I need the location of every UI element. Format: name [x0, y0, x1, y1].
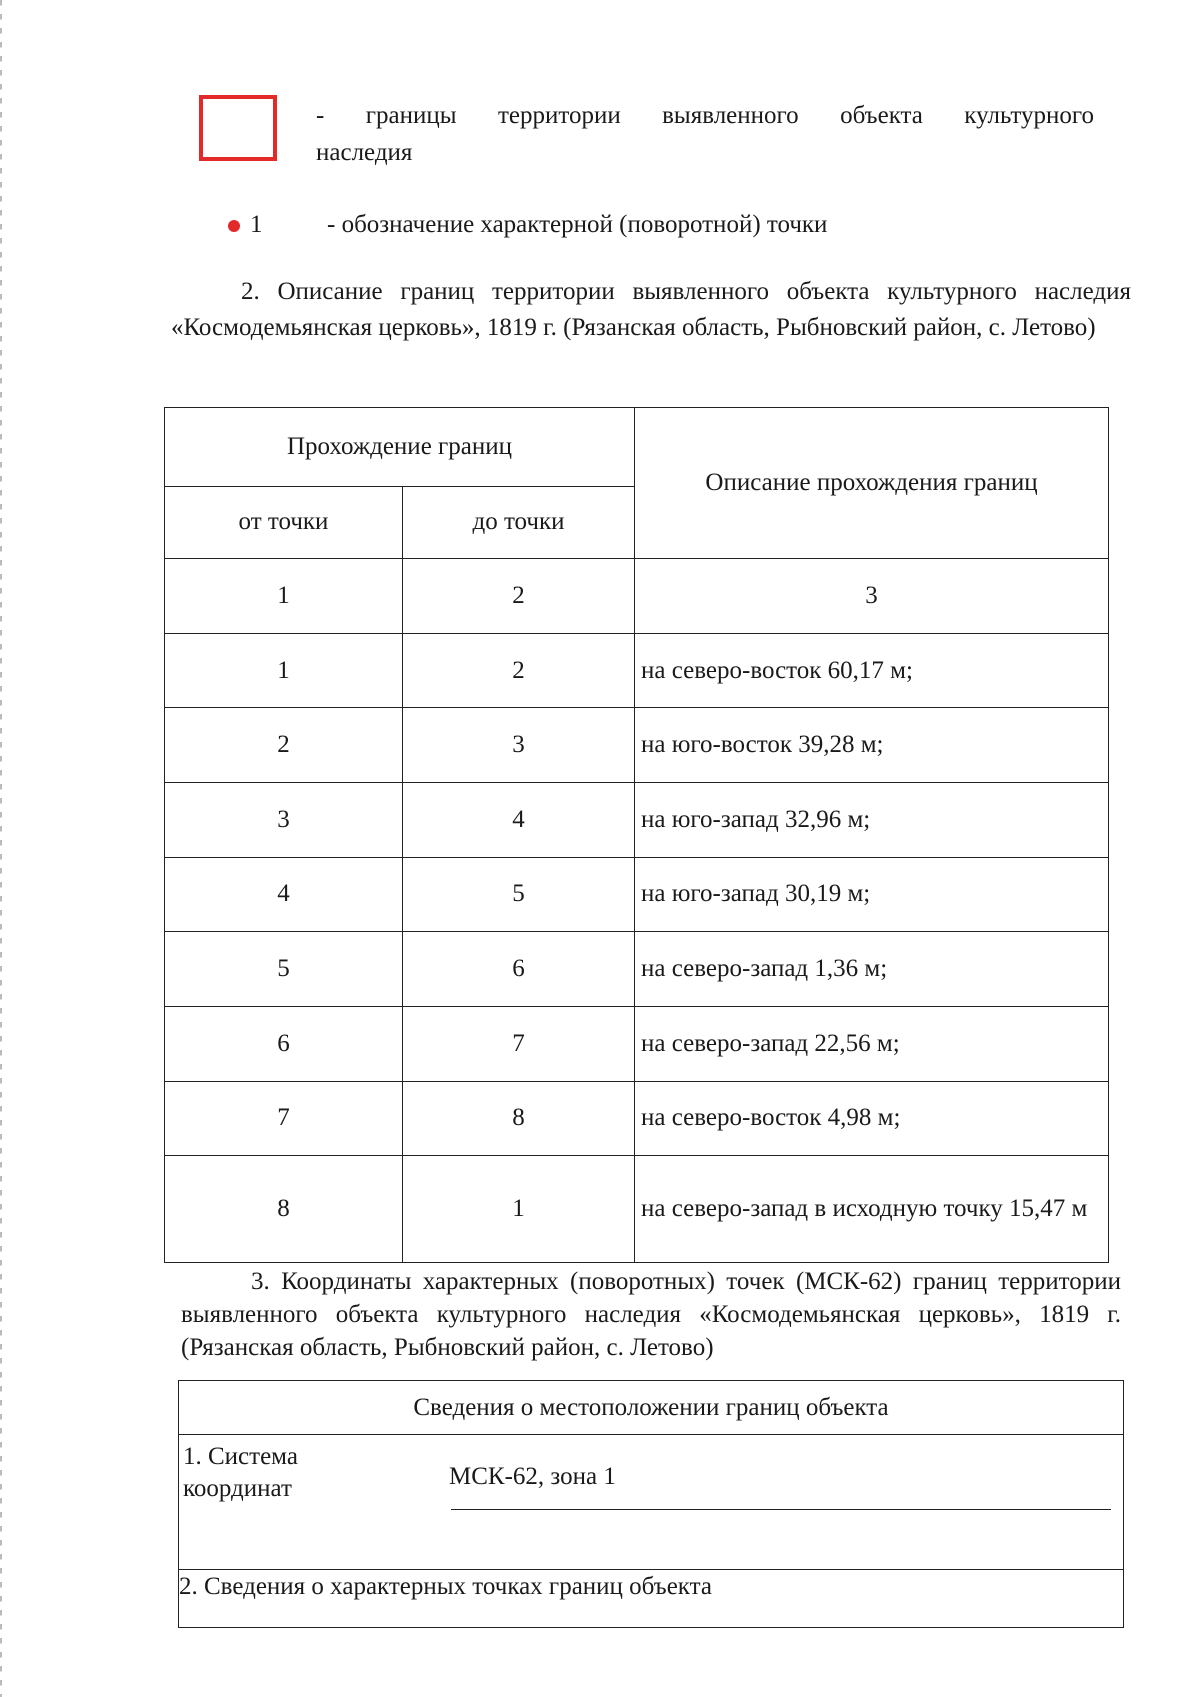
header-to-point: до точки [403, 486, 635, 559]
table-row [165, 1006, 1109, 1081]
coordinates-table-title: Сведения о местоположении границ объекта [179, 1381, 1124, 1435]
coordinate-system-cell [179, 1435, 1124, 1570]
description-cell: на юго-запад 30,19 м; [635, 857, 1109, 932]
table-row [165, 783, 1109, 858]
coordinate-system-label: 1. Система координат [183, 1443, 298, 1503]
to-point-cell: 4 [403, 783, 635, 858]
column-number: 3 [635, 559, 1109, 634]
to-point-cell: 3 [403, 708, 635, 783]
description-cell: на северо-восток 4,98 м; [635, 1081, 1109, 1156]
table-row [165, 1156, 1109, 1263]
description-cell: на юго-запад 32,96 м; [635, 783, 1109, 858]
table-row [165, 1081, 1109, 1156]
description-cell: на северо-запад 22,56 м; [635, 1006, 1109, 1081]
coordinate-system-value: МСК-62, зона 1 [449, 1463, 616, 1491]
from-point-cell: 8 [165, 1156, 403, 1263]
description-cell: на северо-запад 1,36 м; [635, 932, 1109, 1007]
section-2-heading: 2. Описание границ территории выявленного объекта культурного наследия «Космодемьянская церковь», 1819 г. (Рязанская область, Рыбновский район, с. Летово) [171, 278, 1131, 341]
to-point-cell: 6 [403, 932, 635, 1007]
description-cell: на северо-восток 60,17 м; [635, 633, 1109, 708]
header-boundary-passage: Прохождение границ [165, 408, 635, 487]
to-point-cell: 7 [403, 1006, 635, 1081]
from-point-cell: 4 [165, 857, 403, 932]
point-legend-text: - обозначение характерной (поворотной) точки [327, 211, 828, 238]
point-legend-number: 1 [250, 211, 263, 238]
coordinates-table [178, 1380, 1124, 1628]
description-cell: на северо-запад в исходную точку 15,47 м [635, 1156, 1109, 1263]
characteristic-points-label: 2. Сведения о характерных точках границ объекта [179, 1569, 1124, 1627]
underline-divider [451, 1509, 1111, 1510]
header-from-point: от точки [165, 486, 403, 559]
from-point-cell: 7 [165, 1081, 403, 1156]
boundary-legend-text: - границы территории выявленного объекта культурного [316, 102, 1094, 129]
scan-edge [0, 0, 3, 1697]
boundary-legend-text-cont: наследия [316, 139, 413, 166]
column-number: 1 [165, 559, 403, 634]
point-legend-dot-icon [228, 220, 240, 232]
from-point-cell: 2 [165, 708, 403, 783]
table-row [165, 932, 1109, 1007]
boundary-legend-symbol [199, 95, 277, 161]
boundary-description-table [164, 407, 1109, 1263]
column-number: 2 [403, 559, 635, 634]
from-point-cell: 5 [165, 932, 403, 1007]
to-point-cell: 1 [403, 1156, 635, 1263]
table-row [165, 857, 1109, 932]
to-point-cell: 5 [403, 857, 635, 932]
to-point-cell: 2 [403, 633, 635, 708]
from-point-cell: 6 [165, 1006, 403, 1081]
from-point-cell: 3 [165, 783, 403, 858]
description-cell: на юго-восток 39,28 м; [635, 708, 1109, 783]
to-point-cell: 8 [403, 1081, 635, 1156]
section-3-heading: 3. Координаты характерных (поворотных) точек (МСК-62) границ территории выявленного объекта культурного наследия «Космодемьянская церковь», 1819 г. (Рязанская область, Рыбновский район, с. Летово) [181, 1268, 1121, 1361]
header-description: Описание прохождения границ [635, 408, 1109, 559]
table-row [165, 633, 1109, 708]
from-point-cell: 1 [165, 633, 403, 708]
table-row [165, 708, 1109, 783]
